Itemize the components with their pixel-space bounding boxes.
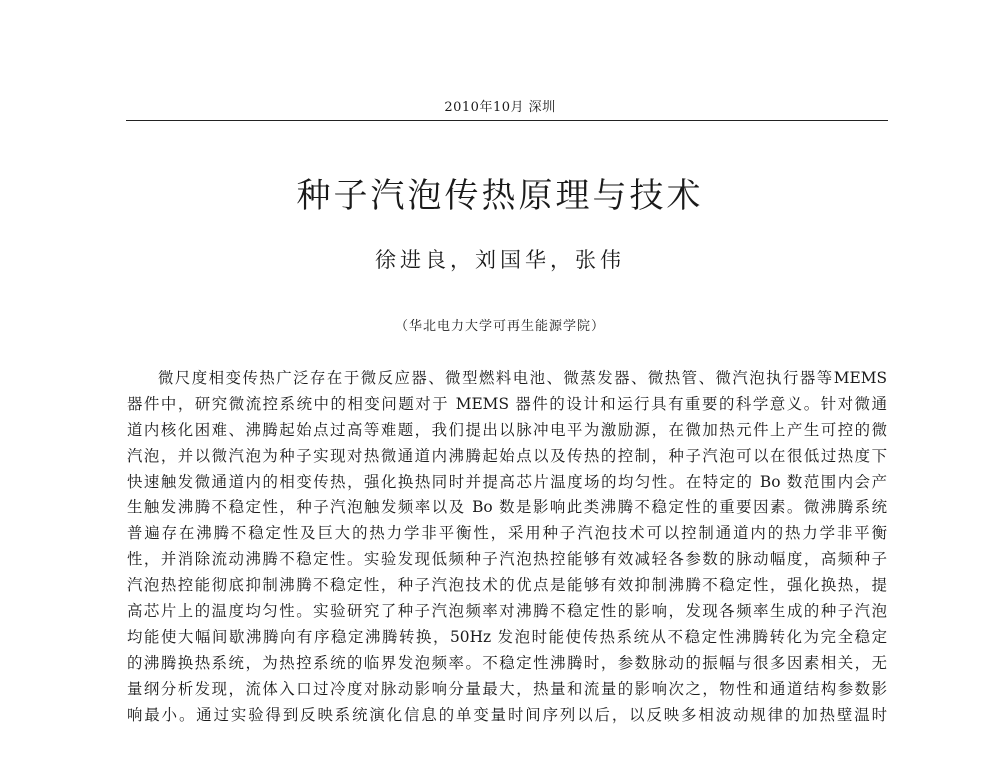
abstract-line: 高芯片上的温度均匀性。实验研究了种子汽泡频率对沸腾不稳定性的影响，发现各频率生成的种子汽泡 [127,602,887,621]
abstract-line: 性，并消除流动沸腾不稳定性。实验发现低频种子汽泡热控能够有效减轻各参数的脉动幅度，高频种子 [127,550,887,569]
affiliation: （华北电力大学可再生能源学院） [394,319,605,334]
abstract-line: 量纲分析发现，流体入口过冷度对脉动影响分量最大，热量和流量的影响次之，物性和通道结构参数影 [127,679,887,698]
abstract-line: 道内核化困难、沸腾起始点过高等难题，我们提出以脉冲电平为激励源，在微加热元件上产生可控的微 [127,420,887,439]
abstract-line: 响最小。通过实验得到反映系统演化信息的单变量时间序列以后，以反映多相波动规律的加热壁温时 [127,705,887,724]
abstract-line: 微尺度相变传热广泛存在于微反应器、微型燃料电池、微蒸发器、微热管、微汽泡执行器等MEMS [158,369,887,387]
abstract-line: 汽泡，并以微汽泡为种子实现对热微通道内沸腾起始点以及传热的控制，种子汽泡可以在很低过热度下 [127,446,887,465]
abstract-line: 的沸腾换热系统，为热控系统的临界发泡频率。不稳定性沸腾时，参数脉动的振幅与很多因素相关，无 [127,653,887,672]
abstract-line: 均能使大幅间歇沸腾向有序稳定沸腾转换，50Hz 发泡时能使传热系统从不稳定性沸腾转化为完全稳定 [127,627,887,646]
abstract-line: 器件中，研究微流控系统中的相变问题对于 MEMS 器件的设计和运行具有重要的科学意义。针对微通 [127,394,887,413]
header-rule [126,120,888,121]
abstract-line: 普遍存在沸腾不稳定性及巨大的热力学非平衡性，采用种子汽泡技术可以控制通道内的热力学非平衡 [127,524,887,543]
abstract-line: 汽泡热控能彻底抑制沸腾不稳定性，种子汽泡技术的优点是能够有效抑制沸腾不稳定性，强化换热，提 [127,576,887,595]
paper-title: 种子汽泡传热原理与技术 [296,176,704,216]
abstract-body [127,366,887,728]
running-header: 2010年10月 深圳 [444,100,556,115]
abstract-line: 生触发沸腾不稳定性，种子汽泡触发频率以及 Bo 数是影响此类沸腾不稳定性的重要因素。微沸腾系统 [127,498,887,517]
author-list: 徐进良，刘国华，张伟 [375,248,625,272]
abstract-line: 快速触发微通道内的相变传热，强化换热同时并提高芯片温度场的均匀性。在特定的 Bo 数范围内会产 [127,472,887,491]
